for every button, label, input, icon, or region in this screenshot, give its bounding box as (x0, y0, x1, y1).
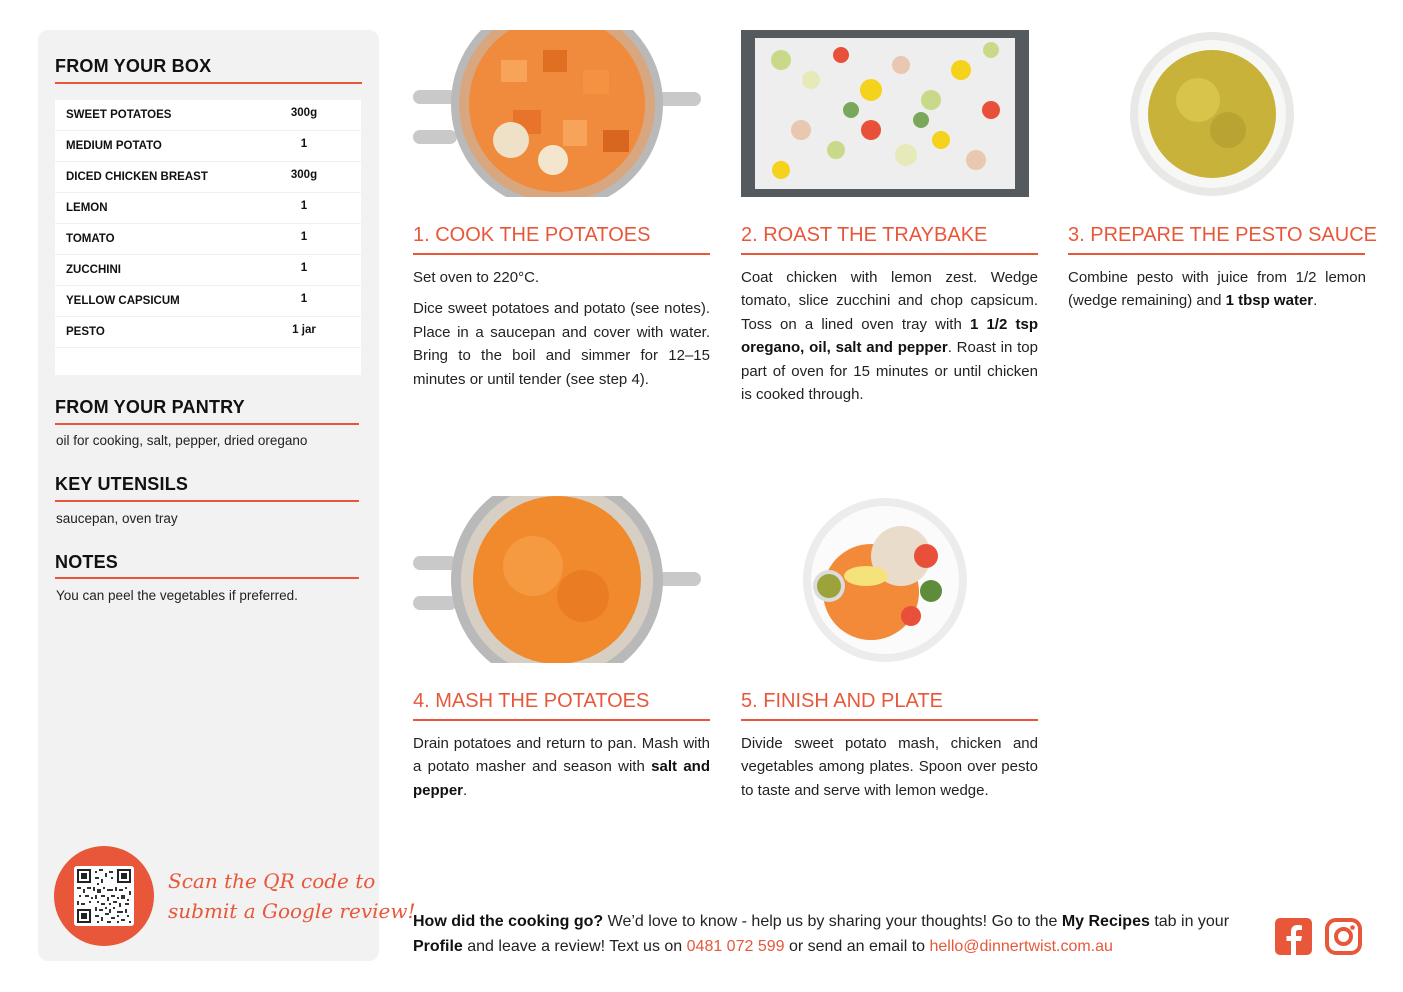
step-4-photo (413, 496, 701, 663)
ingredient-row (55, 193, 361, 224)
ingredient-name: TOMATO (66, 233, 115, 245)
footer-question: How did the cooking go? (413, 913, 604, 930)
step-3-body (1068, 266, 1366, 321)
notes-text: You can peel the vegetables if preferred. (56, 588, 298, 603)
qr-line-2: submit a Google review! (168, 899, 416, 923)
ingredient-qty: 1 (300, 231, 308, 243)
ingredient-name: LEMON (66, 202, 108, 214)
step-divider (741, 253, 1038, 255)
email-link[interactable]: hello@dinnertwist.com.au (929, 938, 1113, 955)
ingredient-name: PESTO (66, 326, 105, 338)
step-2-body (741, 266, 1038, 414)
step-3-title: 3. PREPARE THE PESTO SAUCE (1068, 224, 1377, 246)
instagram-icon[interactable] (1325, 918, 1362, 955)
pantry-heading: FROM YOUR PANTRY (55, 397, 245, 417)
ingredient-row (55, 286, 361, 317)
ingredient-row (55, 100, 361, 131)
ingredient-row (55, 317, 361, 348)
feedback-footer (413, 909, 1263, 959)
profile-link[interactable]: Profile (413, 938, 463, 955)
step-5-title: 5. FINISH AND PLATE (741, 690, 943, 712)
step-1-instructions: Dice sweet potatoes and potato (see notes). Place in a saucepan and cover with water. Bring to the boil and simmer for 12–15 minutes or until tender (see step 4). (413, 300, 710, 388)
ingredient-row (55, 255, 361, 286)
ingredient-row (55, 131, 361, 162)
footer-text: and leave a review! Text us on (462, 938, 687, 955)
step-4-text: Drain potatoes and return to pan. Mash with a potato masher and season with (413, 735, 710, 776)
step-2-title: 2. ROAST THE TRAYBAKE (741, 224, 988, 246)
ingredient-qty: 1 (300, 262, 308, 274)
qr-line-1: Scan the QR code to (168, 869, 376, 893)
qr-code-icon[interactable] (74, 866, 134, 926)
phone-link[interactable]: 0481 072 599 (686, 938, 785, 955)
ingredient-row (55, 224, 361, 255)
ingredient-qty: 1 jar (292, 324, 316, 336)
step-2-photo (741, 30, 1029, 197)
ingredient-name: SWEET POTATOES (66, 109, 172, 121)
heading-divider (55, 577, 359, 579)
step-5-photo (741, 496, 1029, 663)
step-4-text-end: . (463, 781, 468, 799)
heading-divider (55, 82, 362, 84)
ingredient-name: YELLOW CAPSICUM (66, 295, 180, 307)
step-divider (413, 719, 710, 721)
pantry-text: oil for cooking, salt, pepper, dried oregano (56, 433, 308, 448)
step-divider (413, 253, 710, 255)
ingredient-name: DICED CHICKEN BREAST (66, 171, 208, 183)
step-1-title: 1. COOK THE POTATOES (413, 224, 651, 246)
step-1-photo (413, 30, 701, 197)
step-divider (1068, 253, 1365, 255)
step-3-bold: 1 tbsp water (1225, 292, 1314, 310)
utensils-heading: KEY UTENSILS (55, 474, 189, 494)
ingredient-name: MEDIUM POTATO (66, 140, 162, 152)
step-4-bold: salt and pepper (413, 758, 711, 799)
ingredient-qty: 300g (290, 107, 318, 119)
footer-text: or send an email to (784, 938, 930, 955)
step-1-body (413, 266, 710, 399)
step-4-body (413, 732, 710, 810)
ingredient-qty: 300g (290, 169, 318, 181)
ingredient-qty: 1 (300, 293, 308, 305)
step-4-title: 4. MASH THE POTATOES (413, 690, 650, 712)
footer-text: tab in your (1149, 913, 1230, 930)
ingredient-qty: 1 (300, 200, 308, 212)
ingredient-qty: 1 (300, 138, 308, 150)
facebook-icon[interactable] (1275, 918, 1312, 955)
utensils-text: saucepan, oven tray (56, 511, 178, 526)
notes-heading: NOTES (55, 552, 119, 572)
step-2-bold: 1 1/2 tsp oregano, oil, salt and pepper (741, 315, 1038, 357)
step-divider (741, 719, 1038, 721)
ingredients-table (55, 100, 361, 375)
ingredient-name: ZUCCHINI (66, 264, 121, 276)
step-5-body (741, 732, 1038, 810)
step-5-text: Divide sweet potato mash, chicken and vegetables among plates. Spoon over pesto to taste and serve with lemon wedge. (741, 735, 1038, 799)
step-2-text: Coat chicken with lemon zest. Wedge tomato, slice zucchini and chop capsicum. Toss on a lined oven tray with (741, 269, 1038, 333)
ingredients-sidebar (38, 30, 416, 961)
heading-divider (55, 500, 359, 502)
from-your-box-heading: FROM YOUR BOX (55, 56, 212, 76)
step-1-oven: Set oven to 220°C. (413, 269, 540, 286)
qr-review-prompt (168, 866, 416, 926)
heading-divider (55, 423, 359, 425)
qr-badge[interactable] (54, 846, 154, 946)
step-3-photo (1068, 30, 1356, 197)
step-3-text-end: . (1313, 292, 1318, 310)
ingredient-row (55, 162, 361, 193)
my-recipes-link[interactable]: My Recipes (1061, 913, 1150, 930)
step-2-text-end: . Roast in top part of oven for 15 minutes or until chicken is cooked through. (741, 339, 1038, 404)
step-3-text: Combine pesto with juice from 1/2 lemon (wedge remaining) and (1068, 269, 1366, 310)
footer-text: We’d love to know - help us by sharing your thoughts! Go to the (603, 913, 1062, 930)
